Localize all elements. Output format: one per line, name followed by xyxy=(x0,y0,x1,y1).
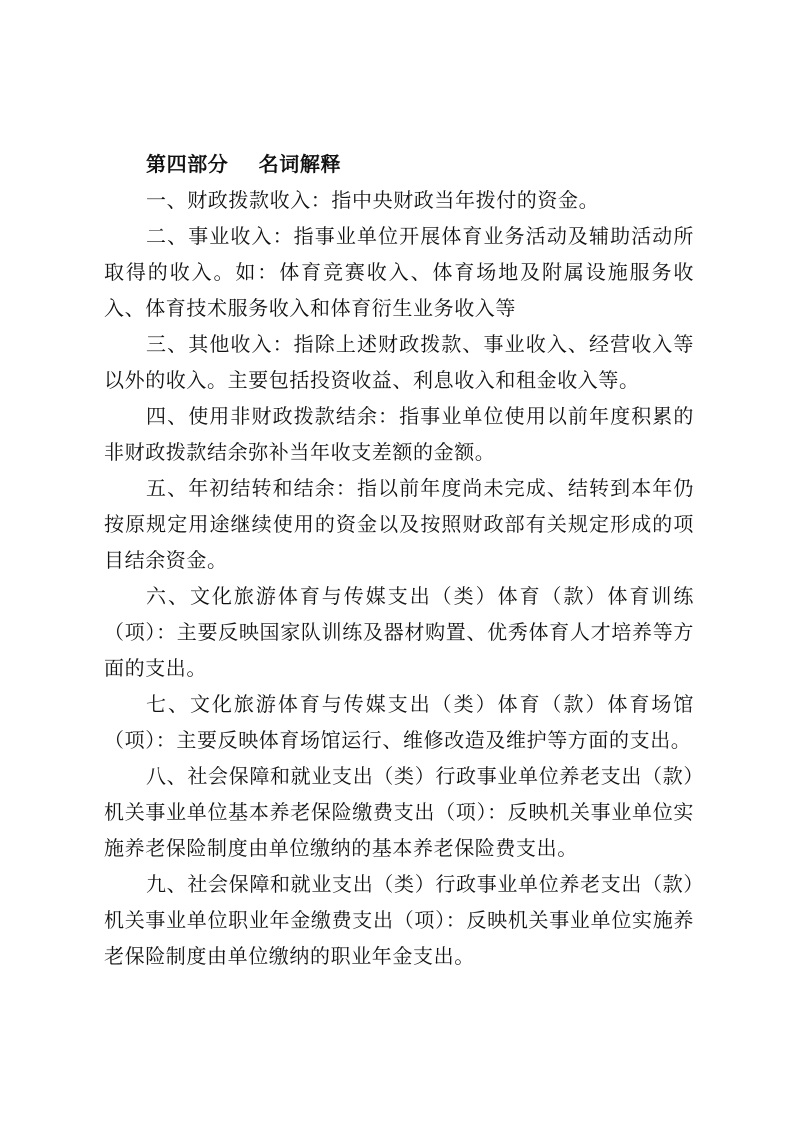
definition-paragraph: 四、使用非财政拨款结余：指事业单位使用以前年度积累的非财政拨款结余弥补当年收支差额的金额。 xyxy=(104,404,694,464)
document-body xyxy=(104,146,694,974)
section-title: 第四部分 名词解释 xyxy=(146,152,342,176)
definition-paragraph: 二、事业收入：指事业单位开展体育业务活动及辅助活动所取得的收入。如：体育竞赛收入、体育场地及附属设施服务收入、体育技术服务收入和体育衍生业务收入等 xyxy=(104,224,694,320)
definition-paragraph: 一、财政拨款收入：指中央财政当年拨付的资金。 xyxy=(146,188,600,212)
definition-paragraph: 八、社会保障和就业支出（类）行政事业单位养老支出（款）机关事业单位基本养老保险缴费支出（项）：反映机关事业单位实施养老保险制度由单位缴纳的基本养老保险费支出。 xyxy=(104,764,694,860)
definition-paragraph: 九、社会保障和就业支出（类）行政事业单位养老支出（款）机关事业单位职业年金缴费支出（项）：反映机关事业单位实施养老保险制度由单位缴纳的职业年金支出。 xyxy=(104,872,694,968)
definition-paragraph: 七、文化旅游体育与传媒支出（类）体育（款）体育场馆（项）：主要反映体育场馆运行、维修改造及维护等方面的支出。 xyxy=(104,692,694,752)
definition-paragraph: 五、年初结转和结余：指以前年度尚未完成、结转到本年仍按原规定用途继续使用的资金以及按照财政部有关规定形成的项目结余资金。 xyxy=(104,476,694,572)
definition-paragraph: 六、文化旅游体育与传媒支出（类）体育（款）体育训练（项）：主要反映国家队训练及器材购置、优秀体育人才培养等方面的支出。 xyxy=(104,584,694,680)
definition-paragraph: 三、其他收入：指除上述财政拨款、事业收入、经营收入等以外的收入。主要包括投资收益、利息收入和租金收入等。 xyxy=(104,332,694,392)
